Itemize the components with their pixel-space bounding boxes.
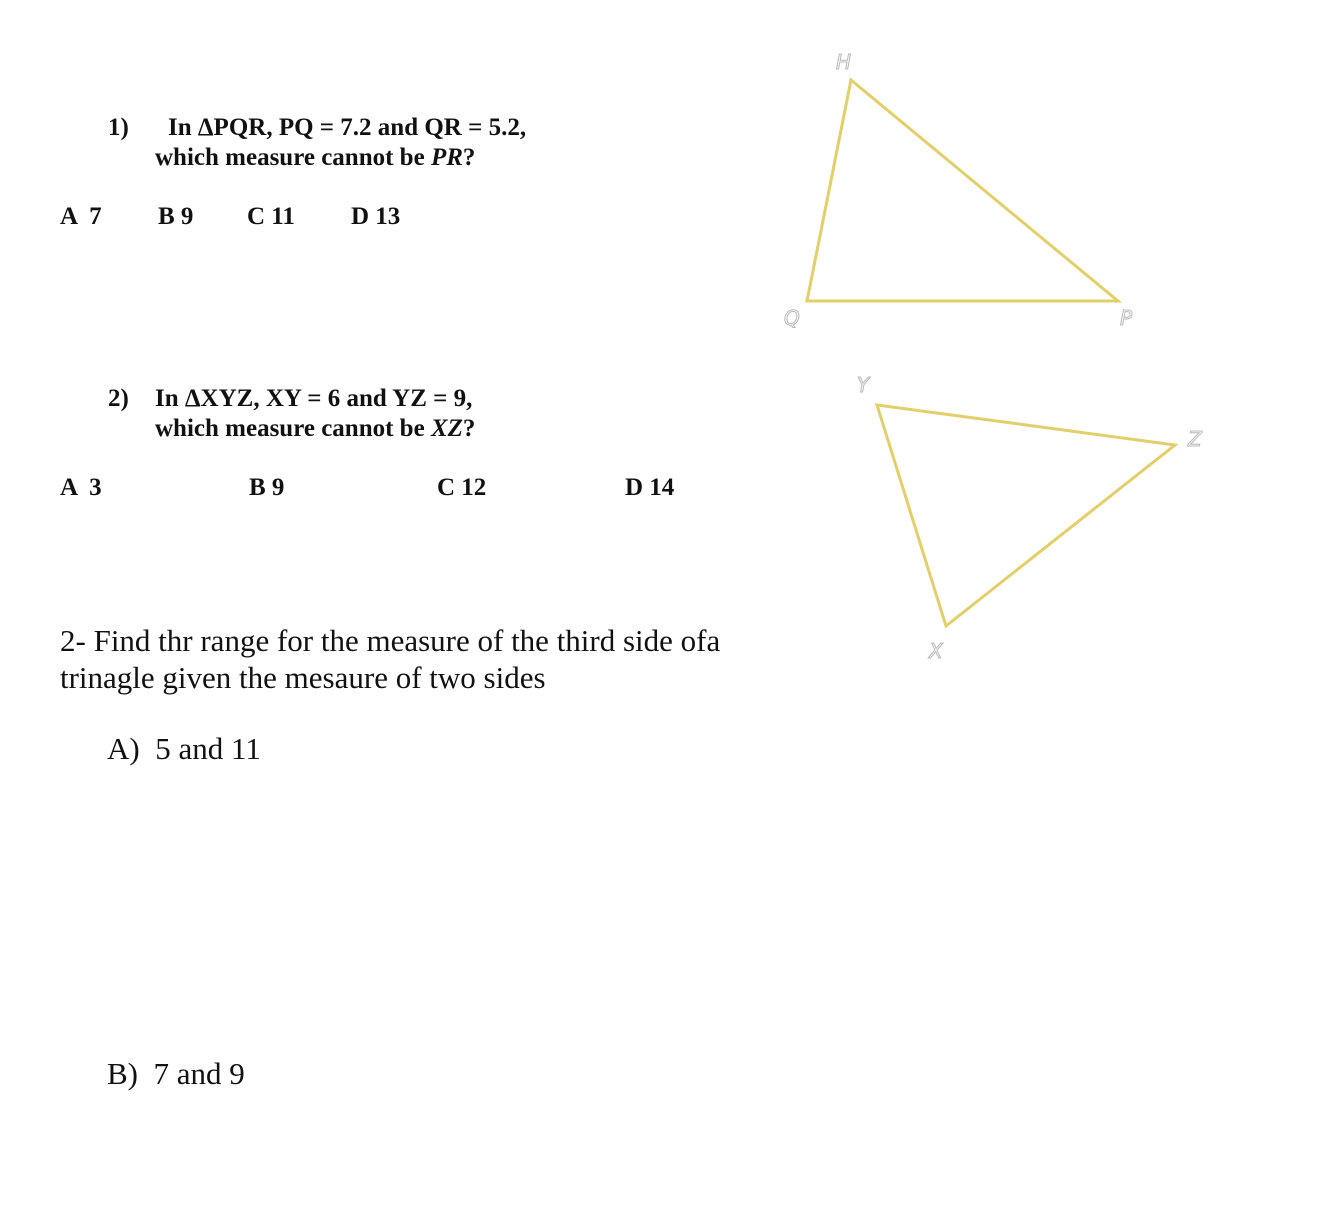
triangle-2-vertex-label-top: Y — [857, 373, 870, 397]
triangle-1-vertex-label-right: P — [1120, 306, 1133, 330]
section-2-prompt-line-2: trinagle given the mesaure of two sides — [60, 660, 546, 695]
triangle-1-vertex-label-left: Q — [784, 306, 800, 330]
triangle-2-vertex-label-right: Z — [1188, 427, 1202, 451]
question-1-choice-d[interactable]: D 13 — [351, 203, 401, 230]
triangle-2-vertex-label-bottom: X — [929, 639, 943, 663]
question-1-line-1: In ΔPQR, PQ = 7.2 and QR = 5.2, — [168, 114, 527, 141]
question-1-choice-c[interactable]: C 11 — [247, 203, 295, 230]
question-2-line-2-text: which measure cannot be — [155, 415, 431, 442]
question-2-choice-b[interactable]: B 9 — [249, 474, 285, 501]
question-1-question-mark: ? — [462, 144, 476, 171]
section-2-answer-b: B) 7 and 9 — [107, 1056, 245, 1091]
question-2-question-mark: ? — [462, 415, 476, 442]
question-2-number: 2) — [108, 385, 129, 412]
question-2-line-1: In ΔXYZ, XY = 6 and YZ = 9, — [155, 385, 473, 412]
question-1-variable: PR — [430, 144, 463, 171]
question-2-variable: XZ — [430, 415, 463, 442]
question-1-line-2-text: which measure cannot be — [155, 144, 431, 171]
question-1-choice-b[interactable]: B 9 — [158, 203, 194, 230]
question-2-choice-a[interactable]: A 3 — [60, 474, 102, 501]
question-2-choice-c[interactable]: C 12 — [437, 474, 487, 501]
question-1-number: 1) — [108, 114, 129, 141]
triangle-1-vertex-label-top: H — [836, 50, 852, 74]
section-2-answer-a: A) 5 and 11 — [107, 731, 261, 766]
question-2-choice-d[interactable]: D 14 — [625, 474, 675, 501]
section-2-prompt-line-1: 2- Find thr range for the measure of the third side ofa — [60, 623, 721, 658]
triangle-2-shape — [877, 405, 1175, 626]
question-1-choice-a[interactable]: A 7 — [60, 203, 102, 230]
